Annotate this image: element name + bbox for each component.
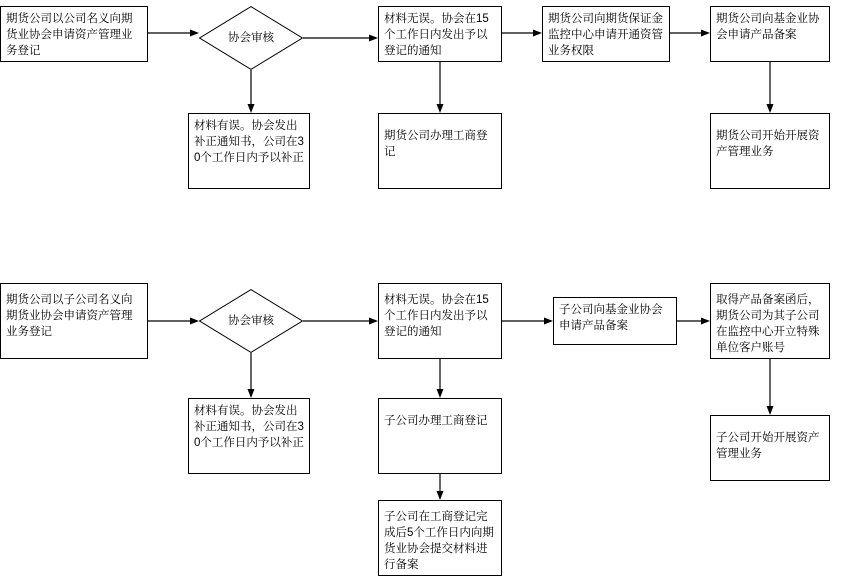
arrow-b3-to-b4: [502, 315, 554, 327]
node-t1[interactable]: 期货公司以公司名义向期货业协会申请资产管理业务登记: [0, 6, 148, 62]
node-b3[interactable]: 材料无误。协会在15个工作日内发出予以登记的通知: [378, 283, 502, 359]
node-t4[interactable]: 期货公司向期货保证金监控中心申请开通资管业务权限: [542, 6, 670, 62]
node-b9[interactable]: 子公司在工商登记完成后5个工作日内向期货业协会提交材料进行备案: [378, 500, 502, 576]
node-t8[interactable]: 期货公司开始开展资产管理业务: [710, 113, 830, 189]
arrow-t3-to-t4: [502, 27, 543, 39]
node-b6[interactable]: 材料有误。协会发出补正通知书，公司在30个工作日内予以补正: [188, 398, 310, 474]
node-t7[interactable]: 期货公司办理工商登记: [378, 113, 502, 189]
node-b8[interactable]: 子公司开始开展资产管理业务: [710, 415, 830, 481]
arrow-t3-to-t7: [434, 62, 446, 114]
arrow-b2-to-b6: [245, 353, 257, 399]
arrow-t4-to-t5: [670, 27, 711, 39]
node-t2-decision[interactable]: [199, 6, 303, 70]
arrow-t2-to-t3: [303, 32, 379, 44]
node-t2-label: 协会审核: [228, 31, 274, 44]
node-b7[interactable]: 子公司办理工商登记: [378, 398, 502, 474]
arrow-b5-to-b8: [764, 359, 776, 416]
arrow-t5-to-t8: [764, 62, 776, 114]
node-t3[interactable]: 材料无误。协会在15个工作日内发出予以登记的通知: [378, 6, 502, 62]
arrow-b1-to-b2: [148, 315, 200, 327]
arrow-b3-to-b7: [434, 359, 446, 399]
node-b2-decision[interactable]: [199, 289, 303, 353]
node-t5[interactable]: 期货公司向基金业协会申请产品备案: [710, 6, 830, 62]
arrow-t1-to-t2: [148, 27, 200, 39]
node-b1[interactable]: 期货公司以子公司名义向期货业协会申请资产管理业务登记: [0, 283, 148, 359]
arrow-b4-to-b5: [677, 315, 711, 327]
node-b2-label: 协会审核: [228, 314, 274, 327]
node-t6[interactable]: 材料有误。协会发出补正通知书，公司在30个工作日内予以补正: [188, 113, 310, 189]
arrow-b7-to-b9: [434, 474, 446, 501]
node-b4[interactable]: 子公司向基金业协会申请产品备案: [553, 297, 677, 345]
node-b5[interactable]: 取得产品备案函后，期货公司为其子公司在监控中心开立特殊单位客户账号: [710, 283, 830, 359]
arrow-t2-to-t6: [245, 70, 257, 114]
arrow-b2-to-b3: [303, 315, 379, 327]
